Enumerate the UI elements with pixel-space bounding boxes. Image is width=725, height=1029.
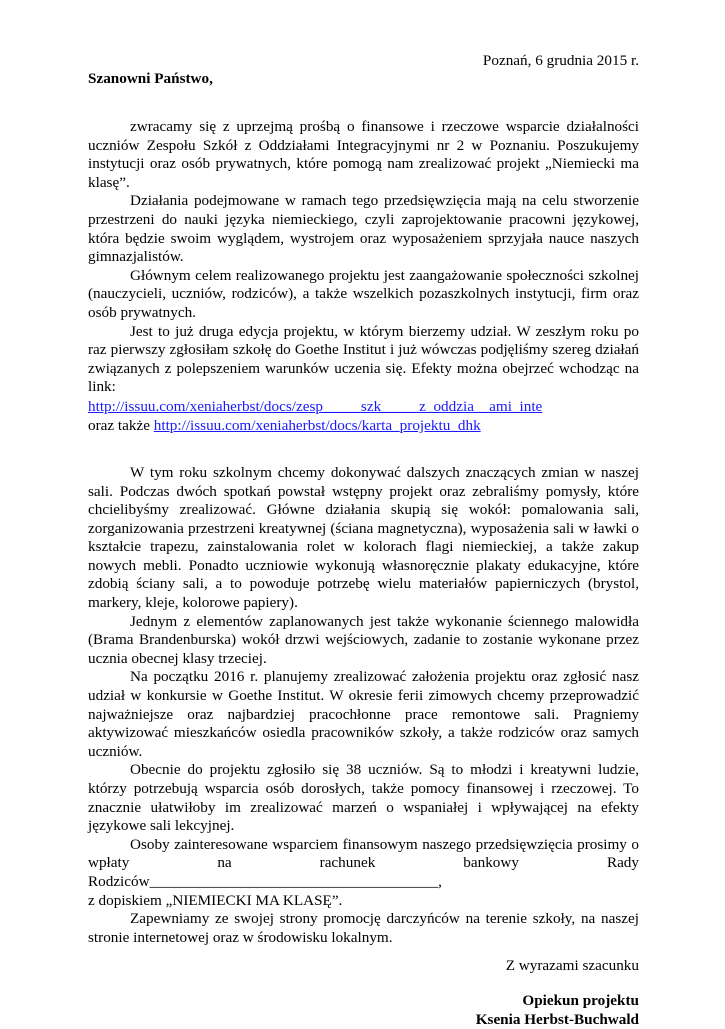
- bank-note: z dopiskiem „NIEMIECKI MA KLASĘ”.: [88, 891, 343, 909]
- signature-role: Opiekun projektu: [522, 991, 639, 1009]
- signature-name: Ksenia Herbst-Buchwald: [475, 1010, 639, 1028]
- paragraph-intro-4: Jest to już druga edycja projektu, w którym bierzemy udział. W zeszłym roku po raz pierwszy zgłosiłam szkołę do Goethe Institut i już wówczas podjęliśmy szereg działań związanych z polepszeniem warunków uczenia się. Efekty można obejrzeć wchodząc na link:: [88, 322, 639, 396]
- signature-block: [88, 992, 639, 1029]
- link-line-2: [88, 416, 639, 435]
- issuu-link-1[interactable]: http://issuu.com/xeniaherbst/docs/zesp_____szk_____z_oddzia__ami_inte: [88, 397, 543, 415]
- paragraph-main-3: Na początku 2016 r. planujemy zrealizować założenia projektu oraz zgłosić nasz udział w konkursie w Goethe Institut. W okresie ferii zimowych chcemy przeprowadzić najważniejsze oraz najbardziej pracochłonne prace remontowe sali. Pragniemy aktywizować mieszkańców osiedla pracowników szkoły, a także rodziców oraz samych uczniów.: [88, 668, 639, 760]
- paragraph-main-2: Jednym z elementów zaplanowanych jest także wykonanie ściennego malowidła (Brama Brandenburska) wokół drzwi wejściowych, zadanie to zostanie wykonane przez ucznia obecnej klasy trzeciej.: [88, 612, 639, 667]
- spacer: [88, 435, 639, 464]
- greeting: Szanowni Państwo,: [88, 70, 213, 87]
- issuu-link-2[interactable]: http://issuu.com/xeniaherbst/docs/karta_projektu_dhk: [153, 416, 481, 434]
- letter-body: [88, 118, 639, 1029]
- closing: Z wyrazami szacunku: [505, 957, 639, 975]
- also-text: oraz także: [88, 416, 154, 434]
- paragraph-intro-3: Głównym celem realizowanego projektu jest zaangażowanie społeczności szkolnej (nauczycieli, uczniów, rodziców), a także wszelkich pozaszkolnych instytucji, firm oraz osób prywatnych.: [88, 266, 639, 321]
- paragraph-intro-2: Działania podejmowane w ramach tego przedsięwzięcia mają na celu stworzenie przestrzeni do nauki języka niemieckiego, czyli zaprojektowanie pracowni językowej, która będzie swoim wyglądem, wystrojem oraz wyposażeniem sprzyjała nauce naszych gimnazjalistów.: [88, 192, 639, 266]
- link-line-1: [88, 397, 639, 416]
- letter-date: Poznań, 6 grudnia 2015 r.: [482, 52, 639, 69]
- paragraph-assurance: Zapewniamy ze swojej strony promocję darczyńców na terenie szkoły, na naszej stronie internetowej oraz w środowisku lokalnym.: [88, 910, 639, 946]
- paragraph-main-4: Obecnie do projektu zgłosiło się 38 uczniów. Są to młodzi i kreatywni ludzie, którzy potrzebują wsparcia osób dorosłych, także pomocy finansowej i rzeczowej. To znacznie ułatwiłoby im zrealizować marzeń o wspaniałej i wpływającej na efekty językowe sali lekcyjnej.: [88, 761, 639, 835]
- paragraph-intro-1: zwracamy się z uprzejmą prośbą o finansowe i rzeczowe wsparcie działalności uczniów Zespołu Szkół z Oddziałami Integracyjnymi nr 2 w Poznaniu. Poszukujemy instytucji oraz osób prywatnych, które pomogą nam zrealizować projekt „Niemiecki ma klasę”.: [88, 118, 639, 191]
- paragraph-bank: Osoby zainteresowane wsparciem finansowym naszego przedsięwzięcia prosimy o wpłaty na rachunek bankowy Rady Rodziców______________________________________,: [88, 835, 639, 890]
- paragraph-main-1: W tym roku szkolnym chcemy dokonywać dalszych znaczących zmian w naszej sali. Podczas dwóch spotkań powstał wstępny projekt oraz zebraliśmy pomysły, które chcielibyśmy zrealizować. Główne działania skupią się wokół: pomalowania sali, zorganizowania przestrzeni kreatywnej (ściana magnetyczna), wyposażenia sali w ławki o kształcie trapezu, zainstalowania rolet w kolorach flagi niemieckiej, a także zakup nowych mebli. Ponadto uczniowie wykonują własnoręcznie plakaty edukacyjne, które zdobią ściany sali, a to powoduje potrzebę wielu materiałów papierniczych (brystol, markery, kleje, kolorowe papiery).: [88, 463, 639, 612]
